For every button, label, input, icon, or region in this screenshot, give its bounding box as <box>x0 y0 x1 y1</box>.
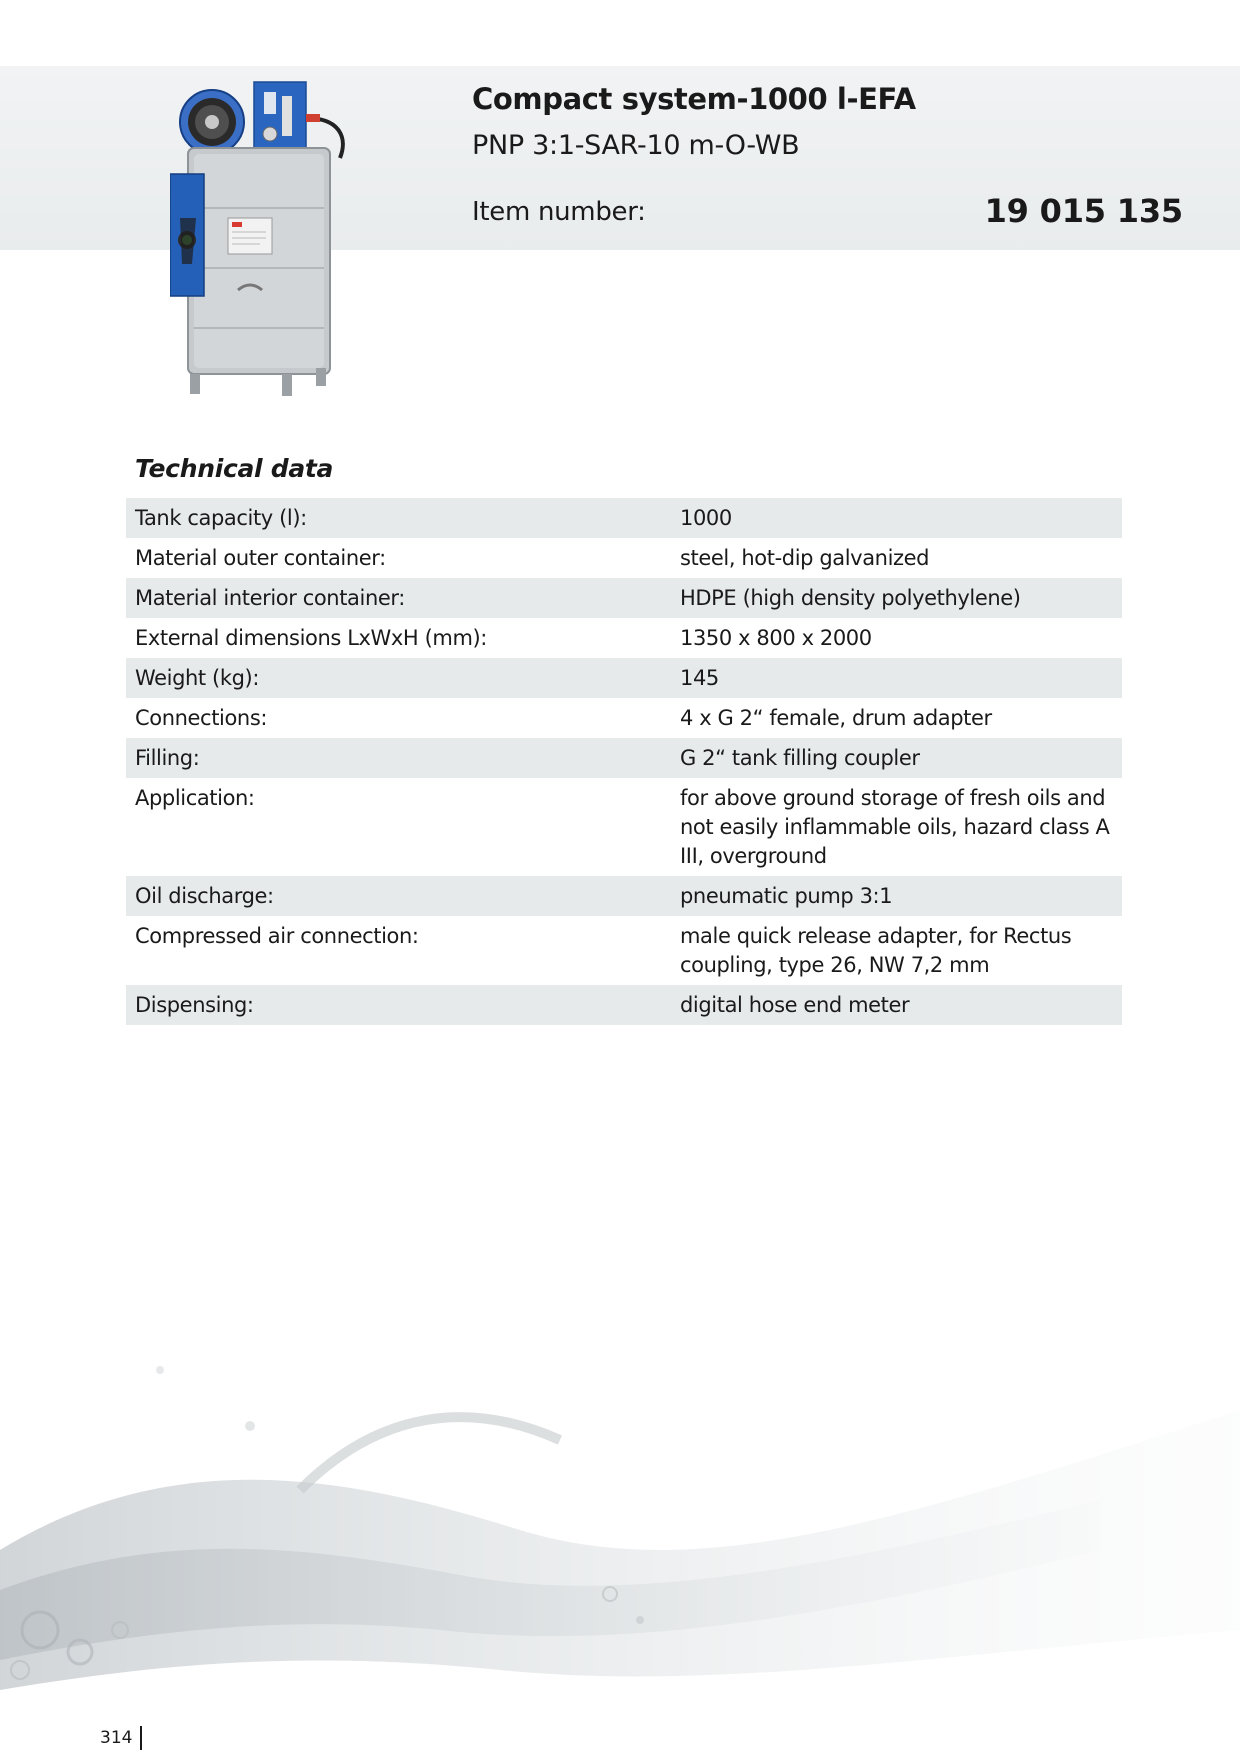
spec-value: digital hose end meter <box>680 993 910 1017</box>
product-image <box>170 78 370 398</box>
spec-value: 145 <box>680 666 719 690</box>
technical-data-title: Technical data <box>135 454 334 483</box>
spec-label: Connections: <box>135 706 268 730</box>
page-footer <box>100 1726 142 1750</box>
page-number: 314 <box>100 1728 133 1748</box>
table-row <box>126 658 1122 698</box>
spec-label: Dispensing: <box>135 993 254 1017</box>
item-number-label: Item number: <box>472 197 646 227</box>
spec-value: steel, hot-dip galvanized <box>680 546 930 570</box>
item-number-value: 19 015 135 <box>984 192 1183 230</box>
spec-label: Material interior container: <box>135 586 405 610</box>
water-splash-illustration <box>0 1330 1240 1710</box>
spec-value: male quick release adapter, for Rectus coupling, type 26, NW 7,2 mm <box>680 924 1072 977</box>
table-row <box>126 578 1122 618</box>
product-subtitle: PNP 3:1-SAR-10 m-O-WB <box>472 130 800 161</box>
spec-value: 4 x G 2“ female, drum adapter <box>680 706 992 730</box>
spec-label: Oil discharge: <box>135 884 274 908</box>
table-row <box>126 985 1122 1025</box>
spec-label: External dimensions LxWxH (mm): <box>135 626 487 650</box>
spec-label: Tank capacity (l): <box>135 506 307 530</box>
table-row <box>126 738 1122 778</box>
table-row <box>126 498 1122 538</box>
table-row <box>126 778 1122 876</box>
spec-value: 1000 <box>680 506 732 530</box>
spec-label: Weight (kg): <box>135 666 259 690</box>
table-row <box>126 698 1122 738</box>
spec-label: Application: <box>135 786 255 810</box>
table-row <box>126 916 1122 985</box>
spec-value: G 2“ tank filling coupler <box>680 746 920 770</box>
footer-divider <box>140 1726 142 1750</box>
spec-value: 1350 x 800 x 2000 <box>680 626 872 650</box>
table-row <box>126 538 1122 578</box>
technical-data-table <box>126 498 1122 1025</box>
product-title: Compact system-1000 l-EFA <box>472 82 916 116</box>
spec-label: Material outer container: <box>135 546 386 570</box>
table-row <box>126 876 1122 916</box>
spec-label: Compressed air connection: <box>135 924 419 948</box>
table-row <box>126 618 1122 658</box>
spec-value: HDPE (high density polyethylene) <box>680 586 1021 610</box>
spec-label: Filling: <box>135 746 200 770</box>
spec-value: for above ground storage of fresh oils and not easily inflammable oils, hazard class A III, overground <box>680 786 1110 868</box>
spec-value: pneumatic pump 3:1 <box>680 884 893 908</box>
